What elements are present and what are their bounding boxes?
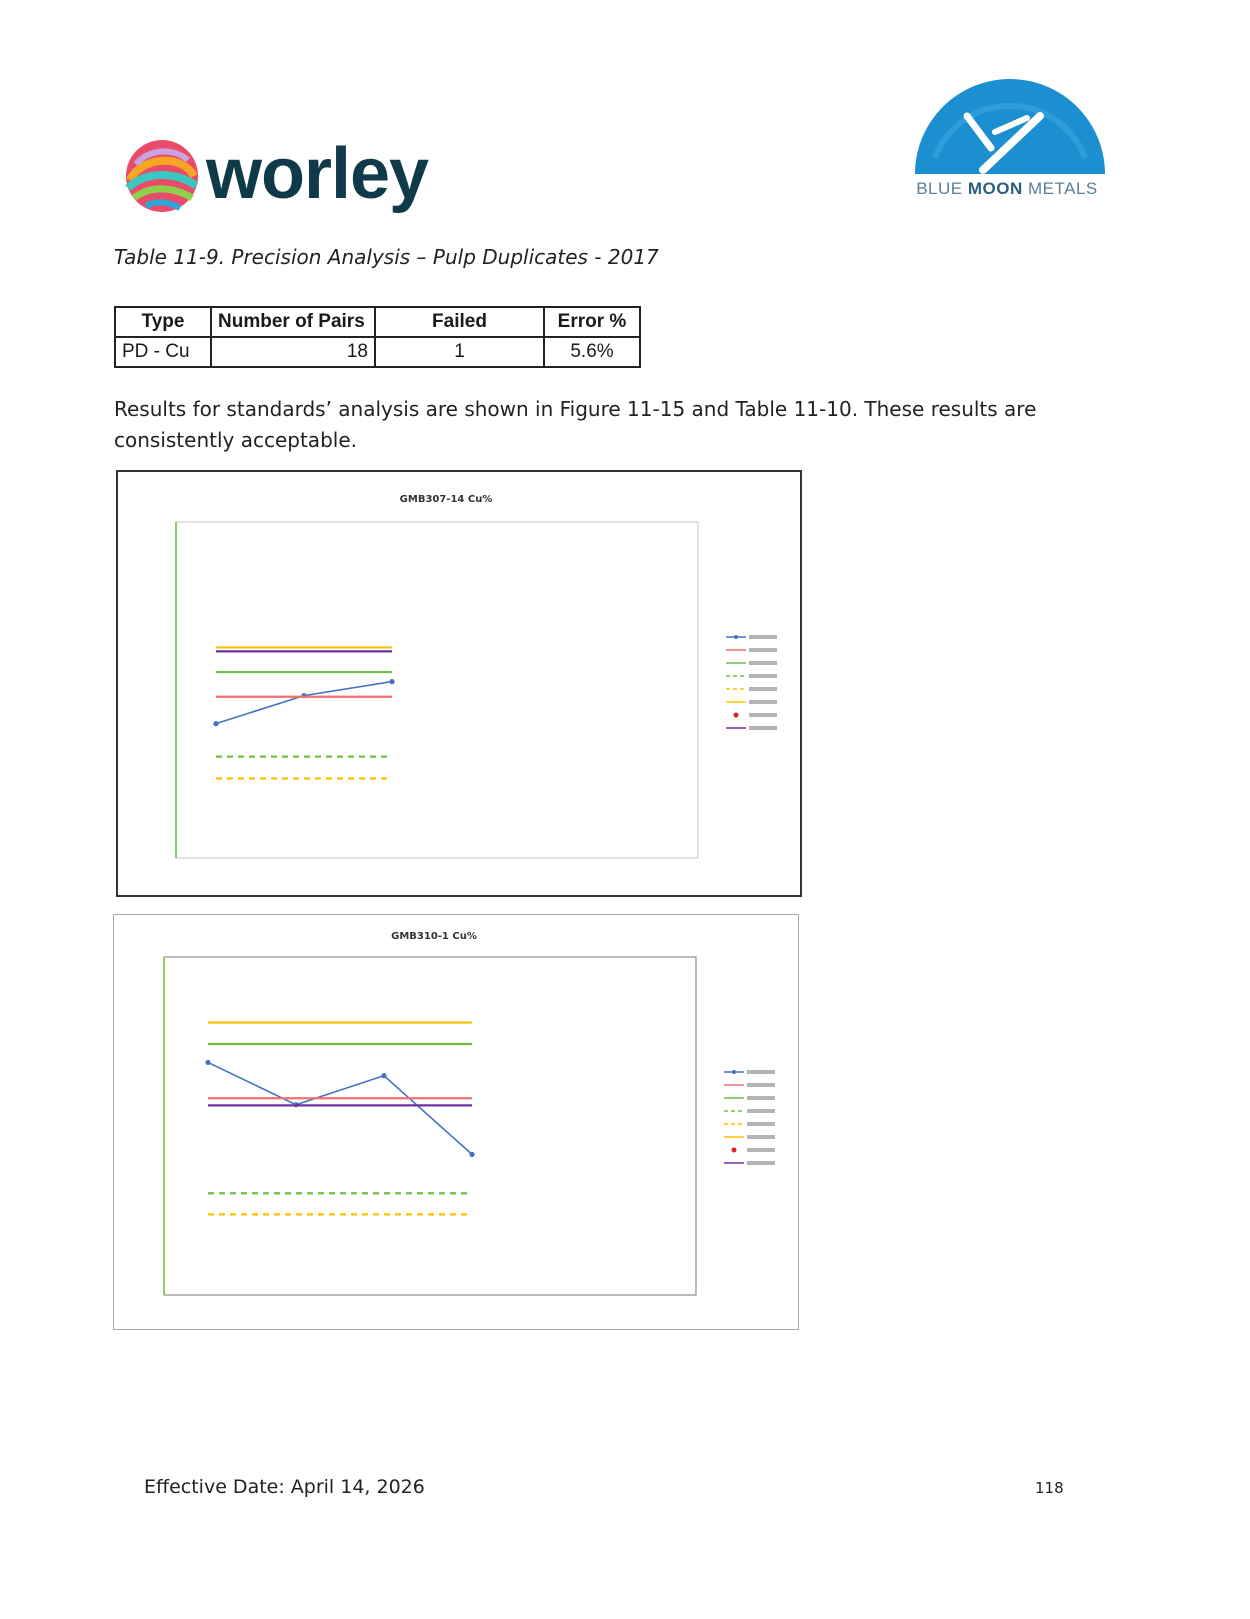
legend-label-6 — [747, 1148, 775, 1152]
worley-swirl-icon — [122, 136, 202, 216]
footer-effective-date: Effective Date: April 14, 2026 — [144, 1476, 425, 1498]
chart-title: GMB307-14 Cu% — [399, 494, 493, 505]
data-point-2 — [389, 679, 394, 684]
series-line-0 — [216, 682, 392, 724]
data-point-0 — [205, 1060, 210, 1065]
plot-area — [176, 522, 698, 858]
chart-gmb307-14-svg — [118, 472, 800, 895]
worley-logo — [122, 128, 452, 228]
legend-label-3 — [749, 674, 777, 678]
chart-title: GMB310-1 Cu% — [391, 931, 477, 942]
legend-label-3 — [747, 1109, 775, 1113]
plot-area — [164, 957, 696, 1295]
legend-marker-6 — [732, 1148, 737, 1153]
data-point-3 — [469, 1152, 474, 1157]
chart-gmb310-1-svg — [114, 915, 798, 1329]
blue-moon-metals-wordmark: BLUE MOON METALS — [916, 179, 1098, 198]
series-line-0 — [208, 1062, 472, 1154]
legend-label-0 — [747, 1070, 775, 1074]
cell-failed: 1 — [375, 337, 544, 367]
header-failed: Failed — [375, 307, 544, 337]
legend-label-2 — [747, 1096, 775, 1100]
data-point-0 — [213, 721, 218, 726]
header-error-pct: Error % — [544, 307, 640, 337]
header-number-of-pairs: Number of Pairs — [211, 307, 375, 337]
table-header-row — [115, 307, 640, 337]
legend-marker-dot-0 — [732, 1070, 736, 1074]
cell-type: PD - Cu — [115, 337, 211, 367]
legend-label-2 — [749, 661, 777, 665]
legend-label-4 — [747, 1122, 775, 1126]
moon-pickaxe-icon — [905, 78, 1115, 178]
data-point-2 — [381, 1073, 386, 1078]
legend-label-7 — [749, 726, 777, 730]
legend-label-5 — [749, 700, 777, 704]
legend-marker-6 — [734, 713, 739, 718]
cell-pairs: 18 — [211, 337, 375, 367]
legend-label-4 — [749, 687, 777, 691]
precision-table — [114, 306, 641, 368]
legend-label-0 — [749, 635, 777, 639]
legend-label-5 — [747, 1135, 775, 1139]
table-caption: Table 11-9. Precision Analysis – Pulp Duplicates - 2017 — [114, 245, 659, 269]
legend-label-6 — [749, 713, 777, 717]
footer-page-number: 118 — [1035, 1479, 1064, 1497]
header-type: Type — [115, 307, 211, 337]
cell-error: 5.6% — [544, 337, 640, 367]
legend-marker-dot-0 — [734, 635, 738, 639]
blue-moon-metals-logo — [905, 78, 1115, 208]
worley-wordmark: worley — [206, 134, 429, 214]
chart-gmb310-1 — [113, 914, 799, 1330]
table-row — [115, 337, 640, 367]
chart-gmb307-14 — [116, 470, 802, 897]
legend-label-1 — [749, 648, 777, 652]
legend-label-7 — [747, 1161, 775, 1165]
legend-label-1 — [747, 1083, 775, 1087]
body-paragraph: Results for standards’ analysis are shown in Figure 11-15 and Table 11-10. These results are consistently acceptable. — [114, 397, 1037, 452]
